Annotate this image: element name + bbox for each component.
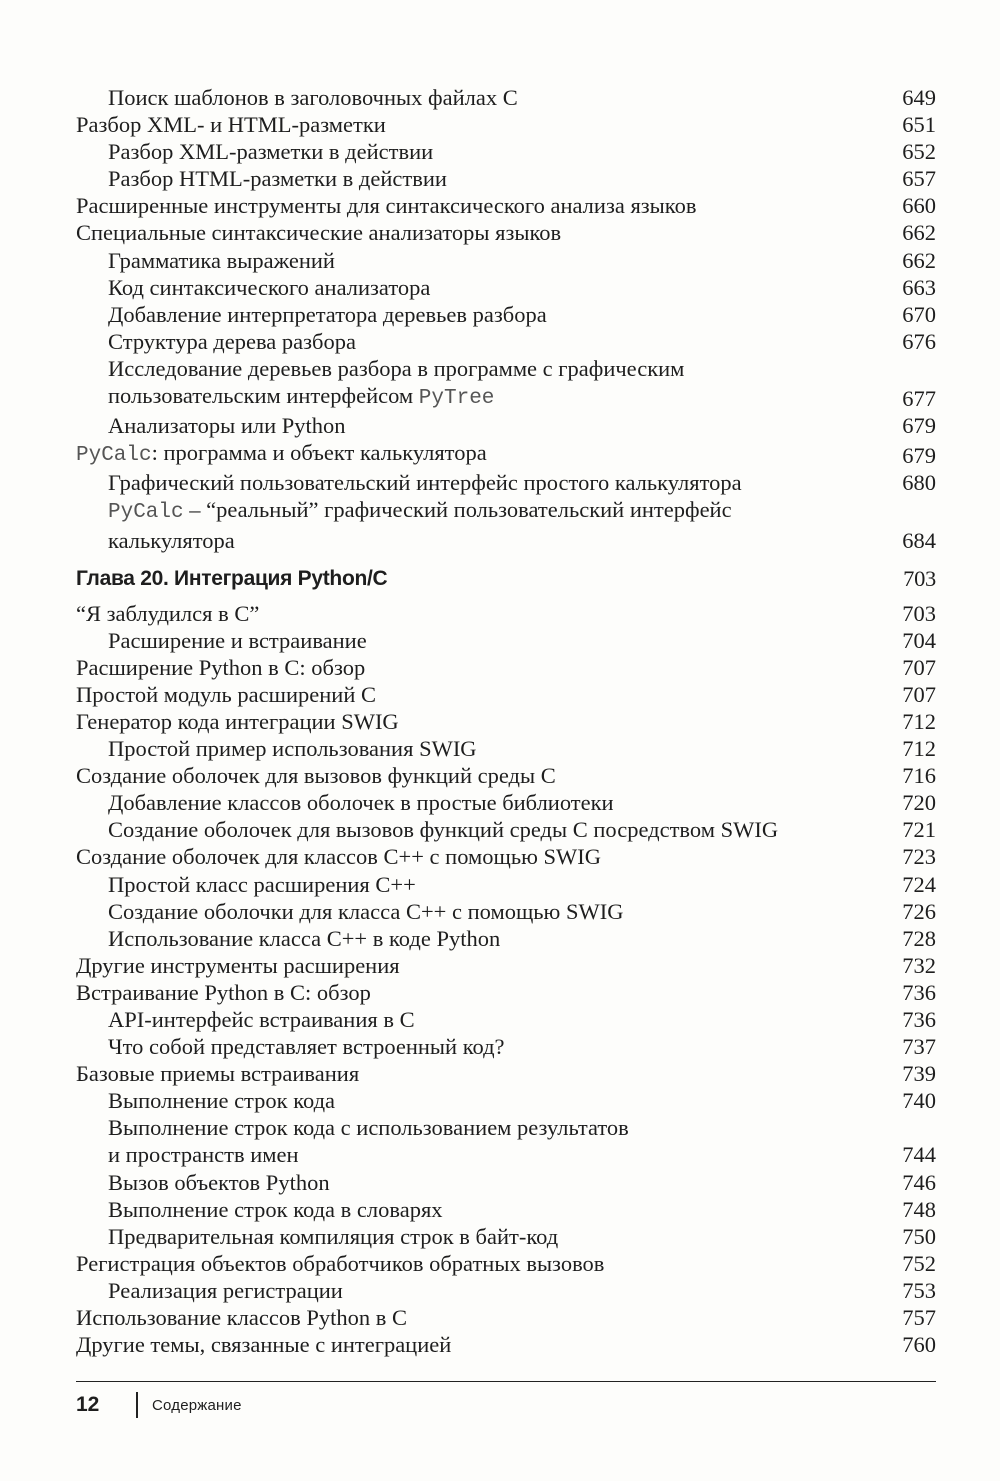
toc-entry[interactable] <box>76 1169 936 1196</box>
toc-entry[interactable] <box>76 627 936 654</box>
toc-entry-title: Добавление классов оболочек в простые библиотеки <box>108 790 614 816</box>
toc-entry-title-line1: Выполнение строк кода с использованием результатов <box>108 1115 629 1141</box>
toc-entry-page: 662 <box>902 247 936 273</box>
toc-entry[interactable] <box>76 1223 936 1250</box>
toc-entry[interactable] <box>76 708 936 735</box>
toc-entry-page: 723 <box>902 844 936 870</box>
toc-entry[interactable] <box>76 355 936 412</box>
toc-entry-title: Выполнение строк кода в словарях <box>108 1196 443 1222</box>
toc-entry-title: Код синтаксического анализатора <box>108 274 431 300</box>
toc-entry[interactable] <box>76 301 936 328</box>
toc-entry-page: 732 <box>902 952 936 978</box>
toc-entry-page: 724 <box>902 871 936 897</box>
toc-entry-page: 676 <box>902 328 936 354</box>
toc-entry-page: 728 <box>902 925 936 951</box>
chapter-heading[interactable] <box>76 565 936 593</box>
toc-entry-page: 670 <box>902 301 936 327</box>
code-inline: PyCalc <box>108 501 184 525</box>
toc-entry-title: Грамматика выражений <box>108 247 335 273</box>
toc-entry-page: 707 <box>902 654 936 680</box>
toc-entry[interactable] <box>76 274 936 301</box>
toc-entry-title: Добавление интерпретатора деревьев разбора <box>108 301 547 327</box>
toc-entry-title: Встраивание Python в C: обзор <box>76 979 371 1005</box>
toc-entry[interactable] <box>76 111 936 138</box>
toc-entry[interactable] <box>76 1060 936 1087</box>
toc-entry[interactable] <box>76 735 936 762</box>
toc-entry-page: 739 <box>902 1061 936 1087</box>
toc-entry-title: Расширение и встраивание <box>108 627 367 653</box>
toc-entry-title: Простой модуль расширений C <box>76 681 376 707</box>
toc-entry-page: 652 <box>902 139 936 165</box>
toc-entry-title: Использование классов Python в C <box>76 1305 407 1331</box>
page-number: 12 <box>76 1393 100 1416</box>
toc-entry-title: Анализаторы или Python <box>108 413 346 439</box>
toc-entry[interactable] <box>76 681 936 708</box>
toc-entry-title: Простой класс расширения C++ <box>108 871 416 897</box>
toc-entry-page: 660 <box>902 193 936 219</box>
toc-entry-page: 760 <box>902 1332 936 1358</box>
toc-entry-page: 679 <box>902 443 936 469</box>
toc-entry[interactable] <box>76 469 936 496</box>
toc-entry-title <box>76 1114 876 1168</box>
toc-entry-page: 704 <box>902 627 936 653</box>
toc-entry-page: 737 <box>902 1034 936 1060</box>
toc-entry[interactable] <box>76 328 936 355</box>
footer-separator <box>136 1392 138 1418</box>
toc-entry-title: Реализация регистрации <box>108 1277 343 1303</box>
toc-entry[interactable] <box>76 219 936 246</box>
toc-entry[interactable] <box>76 1033 936 1060</box>
toc-entry-page: 677 <box>902 386 936 412</box>
toc-entry-title: Использование класса C++ в коде Python <box>108 925 501 951</box>
toc-entry-title: Выполнение строк кода <box>108 1088 336 1114</box>
toc-entry-title: Простой пример использования SWIG <box>108 736 477 762</box>
toc-entry-page: 649 <box>902 85 936 110</box>
toc-entry-title: Генератор кода интеграции SWIG <box>76 708 399 734</box>
toc-entry[interactable] <box>76 1331 936 1358</box>
toc-entry-title <box>76 439 876 469</box>
toc-entry[interactable] <box>76 192 936 219</box>
toc-entry[interactable] <box>76 1114 936 1168</box>
toc-entry-title-line2: калькулятора <box>108 527 235 553</box>
footer-divider <box>76 1381 936 1382</box>
toc-entry[interactable] <box>76 762 936 789</box>
toc-entry-title: “Я заблудился в C” <box>76 600 260 626</box>
toc-entry-page: 736 <box>902 979 936 1005</box>
toc-entry[interactable] <box>76 789 936 816</box>
toc-entry-title: Другие инструменты расширения <box>76 952 400 978</box>
toc-entry-page: 746 <box>902 1169 936 1195</box>
toc-entry[interactable] <box>76 1250 936 1277</box>
toc-entry-title: API-интерфейс встраивания в C <box>108 1007 415 1032</box>
toc-entry-title: Специальные синтаксические анализаторы языков <box>76 220 562 246</box>
toc-entry[interactable] <box>76 952 936 979</box>
toc-entry[interactable] <box>76 871 936 898</box>
toc-entry-title <box>76 496 876 553</box>
chapter-page: 703 <box>903 565 936 591</box>
toc-entry[interactable] <box>76 843 936 870</box>
toc-entry-page: 680 <box>902 470 936 496</box>
toc-entry-page: 744 <box>902 1142 936 1168</box>
toc-entry[interactable] <box>76 165 936 192</box>
toc-entry[interactable] <box>76 816 936 843</box>
toc-entry[interactable] <box>76 412 936 439</box>
toc-entry[interactable] <box>76 1087 936 1114</box>
code-inline: PyTree <box>418 387 495 411</box>
toc-entry-title: Создание оболочек для вызовов функций среды C <box>76 763 556 789</box>
toc-entry-page: 712 <box>902 708 936 734</box>
toc-entry-page: 740 <box>902 1088 936 1114</box>
toc-entry-title: Разбор HTML-разметки в действии <box>108 166 447 192</box>
toc-entry-title-text: : программа и объект калькулятора <box>151 440 487 466</box>
toc-entry-title <box>76 355 876 412</box>
toc-entry-page: 716 <box>902 763 936 789</box>
toc-entry-page: 707 <box>902 681 936 707</box>
toc-entry[interactable] <box>76 1006 936 1033</box>
toc-entry[interactable] <box>76 600 936 627</box>
toc-entry-title: Что собой представляет встроенный код? <box>108 1034 505 1060</box>
toc-entry-page: 662 <box>902 220 936 246</box>
toc-entry[interactable] <box>76 439 936 469</box>
toc-entry[interactable] <box>76 979 936 1006</box>
toc-entry-title: Расширение Python в C: обзор <box>76 654 366 680</box>
toc-entry[interactable] <box>76 247 936 274</box>
toc-entry-page: 657 <box>902 166 936 192</box>
toc-entry-page: 753 <box>902 1277 936 1303</box>
toc-entry-title: Разбор XML- и HTML-разметки <box>76 112 386 138</box>
toc-entry-page: 726 <box>902 898 936 924</box>
toc-entry-title-line1: Исследование деревьев разбора в программе с графическим <box>108 355 685 381</box>
toc-entry[interactable] <box>76 1277 936 1304</box>
toc-entry-page: 748 <box>902 1196 936 1222</box>
toc-entry-title: Структура дерева разбора <box>108 328 356 354</box>
toc-entry-title: Базовые приемы встраивания <box>76 1061 360 1087</box>
toc-entry-title: Предварительная компиляция строк в байт-код <box>108 1223 559 1249</box>
toc-entry-title: Разбор XML-разметки в действии <box>108 139 434 165</box>
toc-entry-title-line2: и пространств имен <box>108 1142 299 1168</box>
toc-entry-title: Расширенные инструменты для синтаксического анализа языков <box>76 193 697 219</box>
toc-entry-title: Создание оболочки для класса C++ с помощью SWIG <box>108 898 624 924</box>
toc-entry-page: 721 <box>902 817 936 843</box>
toc-entry-title: Графический пользовательский интерфейс простого калькулятора <box>108 470 742 496</box>
page-footer <box>76 1390 242 1420</box>
toc-entry-title: Создание оболочек для классов C++ с помощью SWIG <box>76 844 602 870</box>
toc-entry-page: 679 <box>902 413 936 439</box>
toc-entry-page: 720 <box>902 790 936 816</box>
chapter-title: Глава 20. Интеграция Python/C <box>76 566 388 590</box>
toc-entry[interactable] <box>76 1196 936 1223</box>
toc-entry-title: Регистрация объектов обработчиков обратных вызовов <box>76 1250 605 1276</box>
toc-entry[interactable] <box>76 898 936 925</box>
toc-entry[interactable] <box>76 496 936 553</box>
toc-entry[interactable] <box>76 1304 936 1331</box>
toc-entry[interactable] <box>76 138 936 165</box>
toc-entry-title-line1: – “реальный” графический пользовательский интерфейс <box>183 497 732 523</box>
toc-entry-title: Поиск шаблонов в заголовочных файлах C <box>108 85 518 110</box>
toc-entry-page: 712 <box>902 736 936 762</box>
toc-entry-page: 703 <box>902 600 936 626</box>
table-of-contents <box>76 84 936 1358</box>
toc-entry-title: Вызов объектов Python <box>108 1169 330 1195</box>
toc-entry-page: 684 <box>902 527 936 553</box>
chapter-entries <box>76 600 936 1359</box>
code-inline: PyCalc <box>76 444 152 468</box>
toc-entry-title: Создание оболочек для вызовов функций среды C посредством SWIG <box>108 817 779 843</box>
toc-entry-page: 757 <box>902 1305 936 1331</box>
toc-entry-page: 752 <box>902 1250 936 1276</box>
toc-entry[interactable] <box>76 84 936 111</box>
toc-entry-page: 663 <box>902 274 936 300</box>
toc-entry[interactable] <box>76 654 936 681</box>
toc-entry-page: 736 <box>902 1007 936 1032</box>
running-section-title: Содержание <box>152 1396 242 1414</box>
toc-entry-title: Другие темы, связанные с интеграцией <box>76 1332 452 1358</box>
toc-entry-page: 750 <box>902 1223 936 1249</box>
toc-entry[interactable] <box>76 925 936 952</box>
toc-entry-title-line2: пользовательским интерфейсом <box>108 383 419 409</box>
toc-entry-page: 651 <box>902 112 936 138</box>
